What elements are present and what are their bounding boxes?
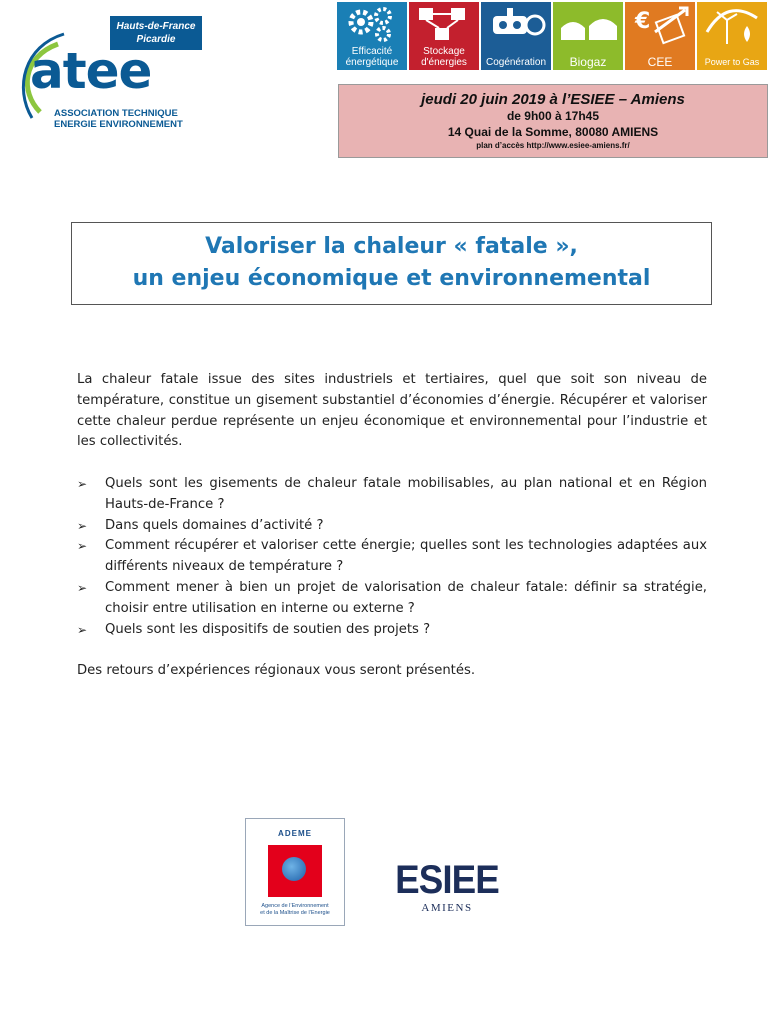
event-time: de 9h00 à 17h45: [506, 109, 600, 123]
tile-efficacite: [337, 2, 407, 70]
esiee-subtitle: AMIENS: [421, 902, 473, 914]
tile-label: [697, 47, 767, 68]
event-info-box: [338, 84, 768, 158]
list-item: [77, 474, 707, 516]
intro-paragraph: La chaleur fatale issue des sites industriels et tertiaires, quel que soit son niveau de température, constitue un gisement substantiel d’économies d’énergie. Récupérer et valoriser cette chaleur perdue représente un enjeu économique et environnemental pour l’industrie et les collectivités.: [77, 372, 707, 450]
tile-label-line1: Efficacité: [351, 46, 393, 57]
list-item-text: Comment récupérer et valoriser cette énergie; quelles sont les technologies adaptées aux différents niveaux de température ?: [105, 538, 707, 575]
theme-tiles: [337, 2, 767, 70]
list-item: [77, 578, 707, 620]
gears-icon: [337, 2, 407, 48]
ademe-name: ADEME: [278, 829, 312, 838]
atee-logo: [18, 12, 198, 132]
event-plan-link[interactable]: plan d’accès http://www.esiee-amiens.fr/: [476, 141, 630, 150]
atee-region-line2: Picardie: [136, 34, 176, 45]
atee-subtitle-line2: ENERGIE ENVIRONNEMENT: [54, 119, 183, 130]
tile-label-line2: d'énergies: [421, 57, 467, 68]
biogas-tanks-icon: [553, 2, 623, 48]
tile-biogaz: [553, 2, 623, 70]
cogeneration-icon: [481, 2, 551, 48]
list-item-text: Dans quels domaines d’activité ?: [105, 517, 324, 533]
tile-cee: [625, 2, 695, 70]
arrow-bullet-icon: ➢: [77, 518, 88, 533]
tile-label-line1: CEE: [647, 55, 673, 69]
ademe-tagline-line2: et de la Maîtrise de l’Energie: [260, 910, 330, 916]
arrow-bullet-icon: ➢: [77, 622, 88, 637]
atee-subtitle: [54, 108, 183, 130]
list-item-text: Quels sont les dispositifs de soutien des projets ?: [105, 621, 431, 637]
title-line1: Valoriser la chaleur « fatale »,: [205, 234, 578, 259]
euro-certificate-icon: [625, 2, 695, 48]
atee-subtitle-line1: ASSOCIATION TECHNIQUE: [54, 108, 178, 119]
list-item-text: Comment mener à bien un projet de valorisation de chaleur fatale: définir sa stratégie, choisir entre utilisation en interne ou externe ?: [105, 579, 707, 616]
tile-stockage: [409, 2, 479, 70]
atee-region-line1: Hauts-de-France: [116, 21, 196, 32]
title-line2: un enjeu économique et environnemental: [132, 266, 651, 291]
list-item-text: Quels sont les gisements de chaleur fatale mobilisables, au plan national et en Région Hauts-de-France ?: [105, 476, 707, 512]
ademe-tagline: [250, 903, 340, 917]
tile-label-line2: énergétique: [345, 57, 399, 68]
globe-icon: [282, 857, 306, 881]
list-item: [77, 516, 707, 537]
question-list: [77, 474, 707, 640]
tile-label-line1: Stockage: [423, 46, 465, 57]
list-item: [77, 620, 707, 641]
tile-cogeneration: [481, 2, 551, 70]
arrow-bullet-icon: ➢: [77, 539, 88, 554]
tile-label-line1: Power to Gas: [704, 57, 760, 67]
closing-paragraph: Des retours d’expériences régionaux vous seront présentés.: [77, 663, 476, 678]
svg-text:€: €: [635, 9, 651, 34]
wind-gas-icon: [697, 2, 767, 48]
title-box: [71, 222, 712, 305]
list-item: [77, 536, 707, 578]
atee-wordmark: atee: [30, 42, 152, 100]
storage-diagram-icon: [409, 2, 479, 48]
tile-label: [625, 48, 695, 68]
arrow-bullet-icon: ➢: [77, 580, 88, 595]
arrow-bullet-icon: ➢: [77, 477, 88, 491]
tile-power-to-gas: [697, 2, 767, 70]
tile-label: [409, 46, 479, 68]
tile-label: [481, 46, 551, 68]
esiee-wordmark: ESIEE: [395, 858, 499, 902]
tile-label-line1: Biogaz: [569, 55, 607, 69]
tile-label: [553, 48, 623, 68]
tile-label-line1: Cogénération: [485, 57, 547, 68]
ademe-logo: [245, 818, 345, 926]
esiee-logo: [382, 860, 512, 924]
event-address: 14 Quai de la Somme, 80080 AMIENS: [447, 125, 659, 139]
tile-label: [337, 46, 407, 68]
ademe-red-square: [268, 845, 322, 897]
ademe-tagline-line1: Agence de l’Environnement: [261, 903, 329, 909]
event-date: jeudi 20 juin 2019 à l’ESIEE – Amiens: [421, 91, 685, 108]
